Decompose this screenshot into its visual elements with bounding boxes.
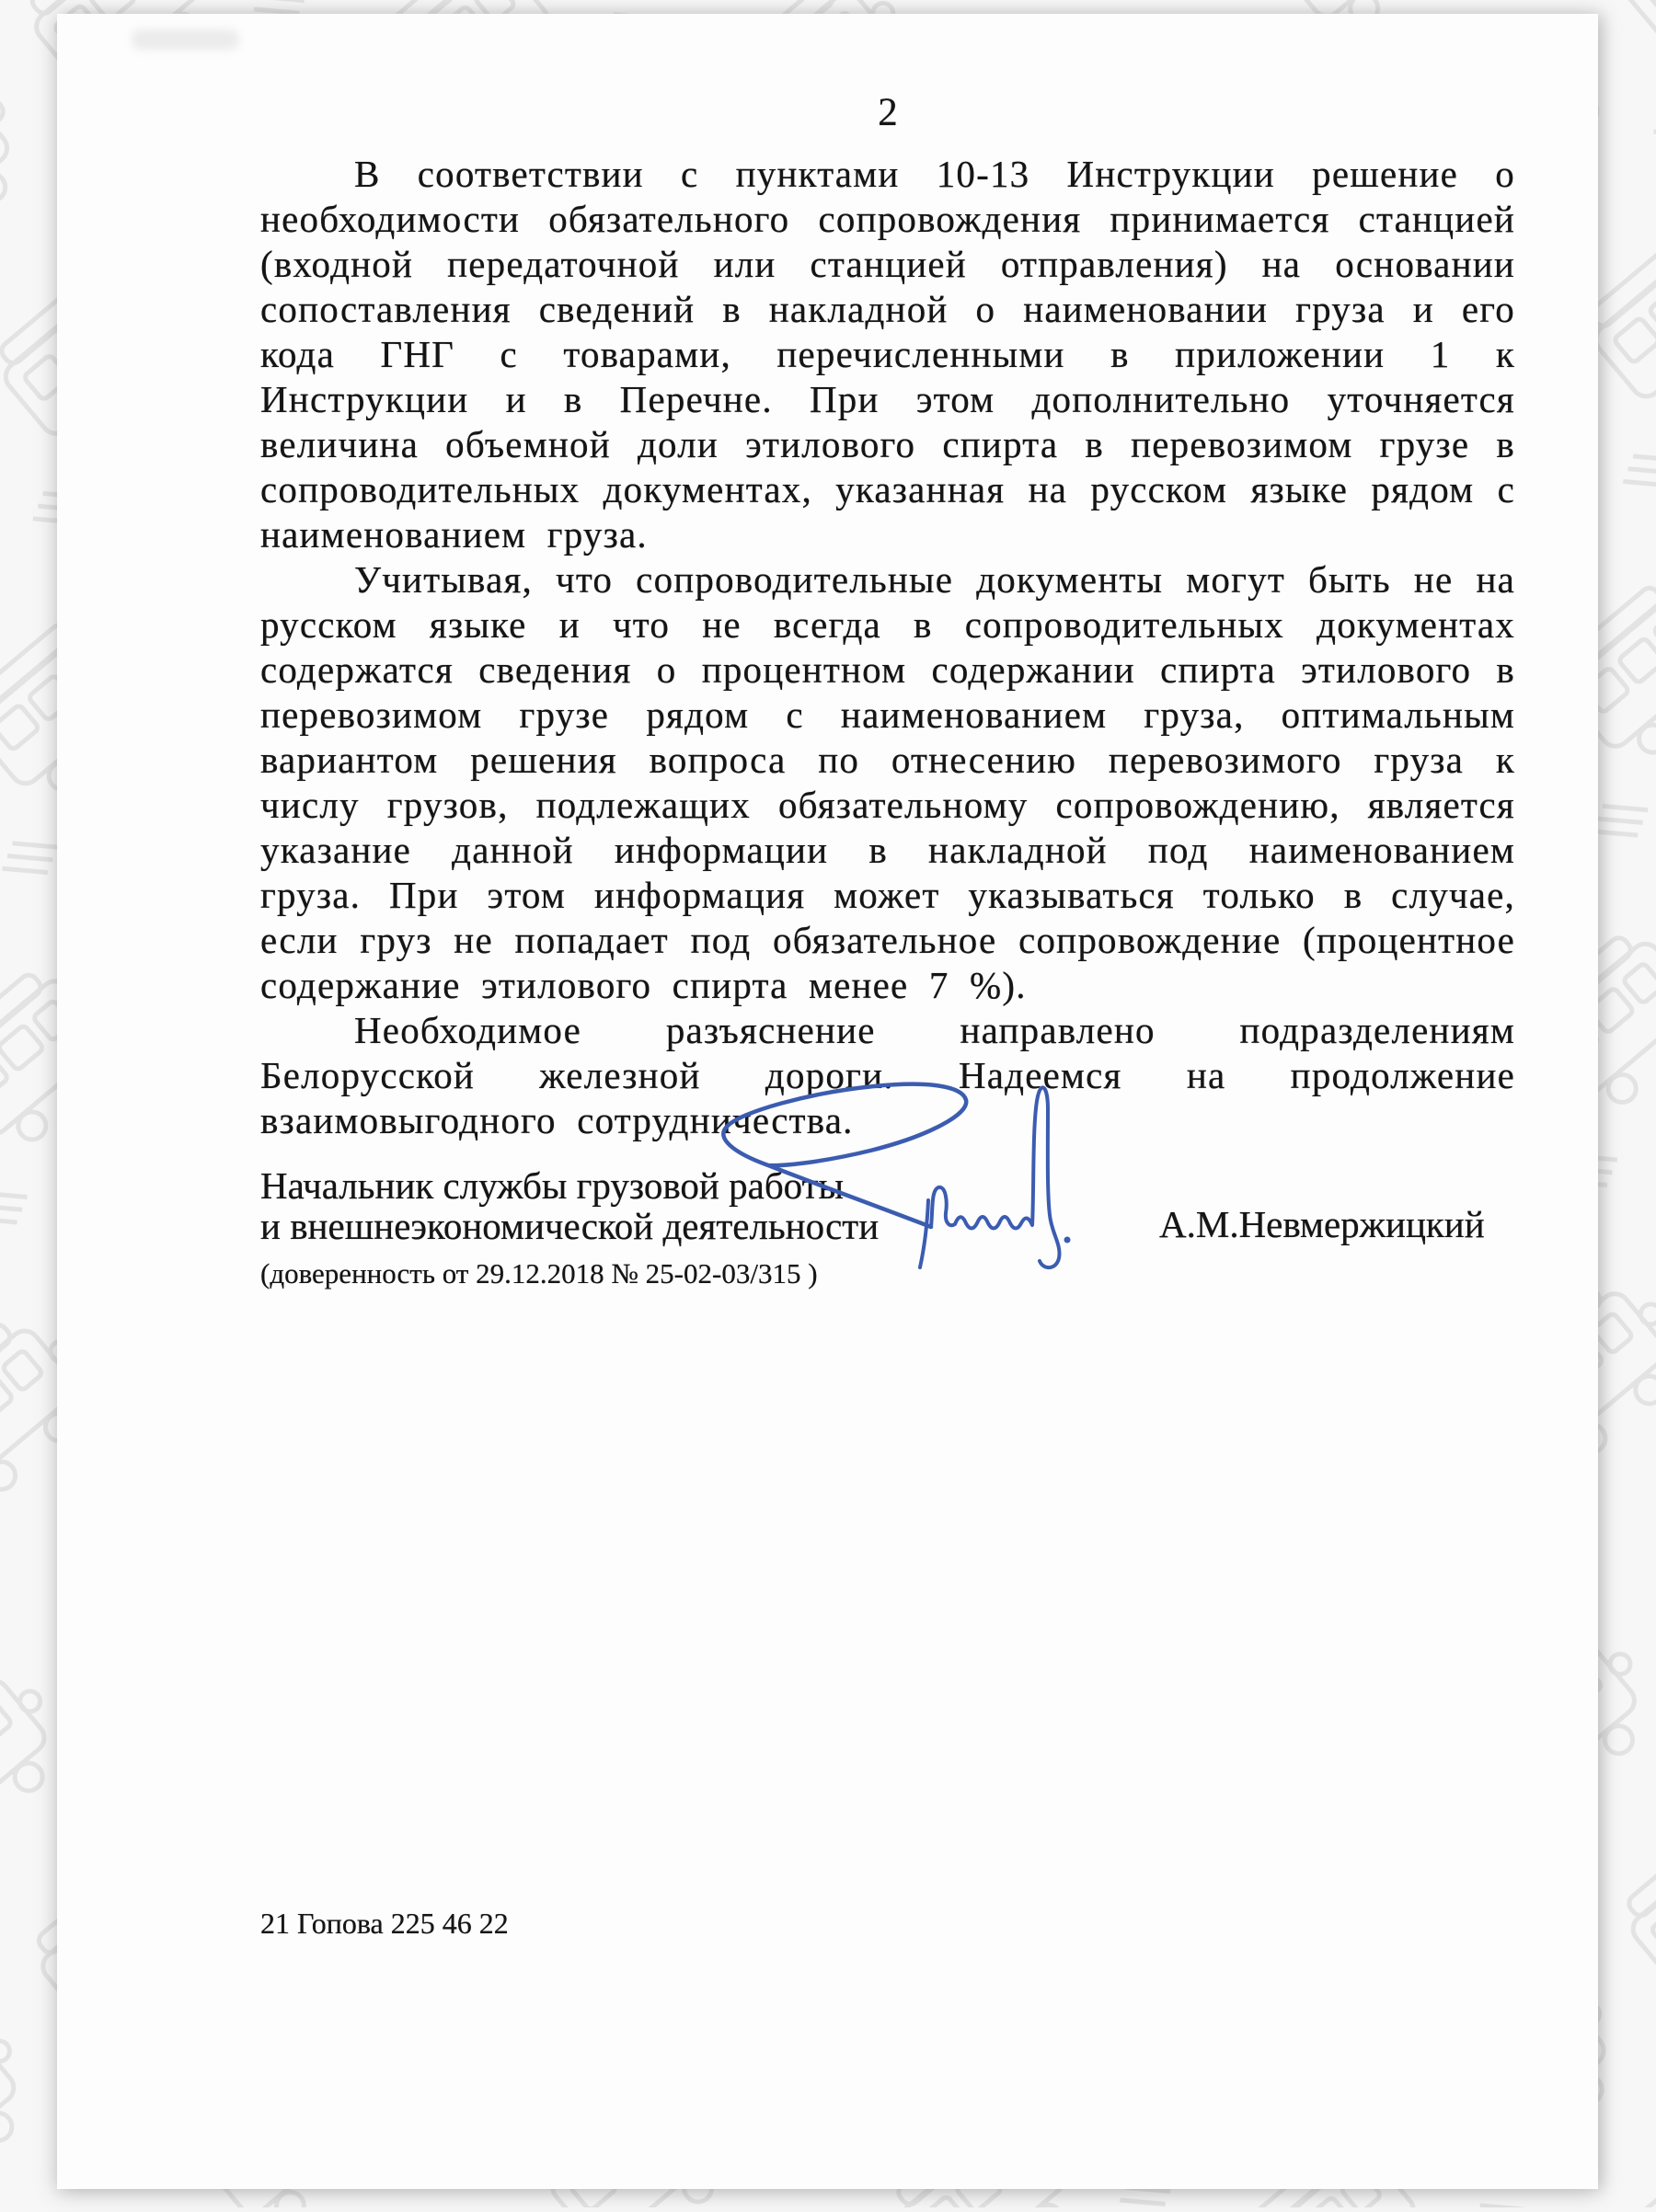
executor-footer: 21 Гопова 225 46 22 <box>260 1907 509 1940</box>
handwritten-signature <box>707 1072 1111 1301</box>
body-paragraph-2: Учитывая, что сопроводительные документы могут быть не на русском языке и что не всегда в сопроводительных документах содержатся сведения о процентном содержании спирта этилового в перевозимом грузе рядом с наименованием груза, оптимальным вариантом решения вопроса по отнесению перевозимого груза к числу грузов, подлежащих обязательному сопровождению, является указание данной информации в накладной под наименованием груза. При этом информация может указываться только в случае, если груз не попадает под обязательное сопровождение (процентное содержание этилового спирта менее 7 %). <box>260 558 1515 1006</box>
signer-name: А.М.Невмержицкий <box>1159 1203 1485 1245</box>
letter-body <box>260 152 1515 1143</box>
signer-position-line2: и внешнеэкономической деятельности <box>260 1205 880 1247</box>
power-of-attorney-note: (доверенность от 29.12.2018 № 25-02-03/315 ) <box>260 1257 818 1289</box>
body-paragraph-1: В соответствии с пунктами 10-13 Инструкции решение о необходимости обязательного сопровождения принимается станцией (входной передаточной или станцией отправления) на основании сопоставления сведений в накладной о наименовании груза и его кода ГНГ с товарами, перечисленными в приложении 1 к Инструкции и в Перечне. При этом дополнительно уточняется величина объемной доли этилового спирта в перевозимом грузе в сопроводительных документах, указанная на русском языке рядом с наименованием груза. <box>260 153 1515 556</box>
signer-position-line1: Начальник службы грузовой работы <box>260 1164 845 1207</box>
page-number: 2 <box>878 91 898 134</box>
scan-bleed-artifact <box>132 29 239 50</box>
body-paragraph-3: Необходимое разъяснение направлено подразделениям Белорусской железной дороги. Надеемся на продолжение взаимовыгодного сотрудничества. <box>260 1009 1515 1141</box>
